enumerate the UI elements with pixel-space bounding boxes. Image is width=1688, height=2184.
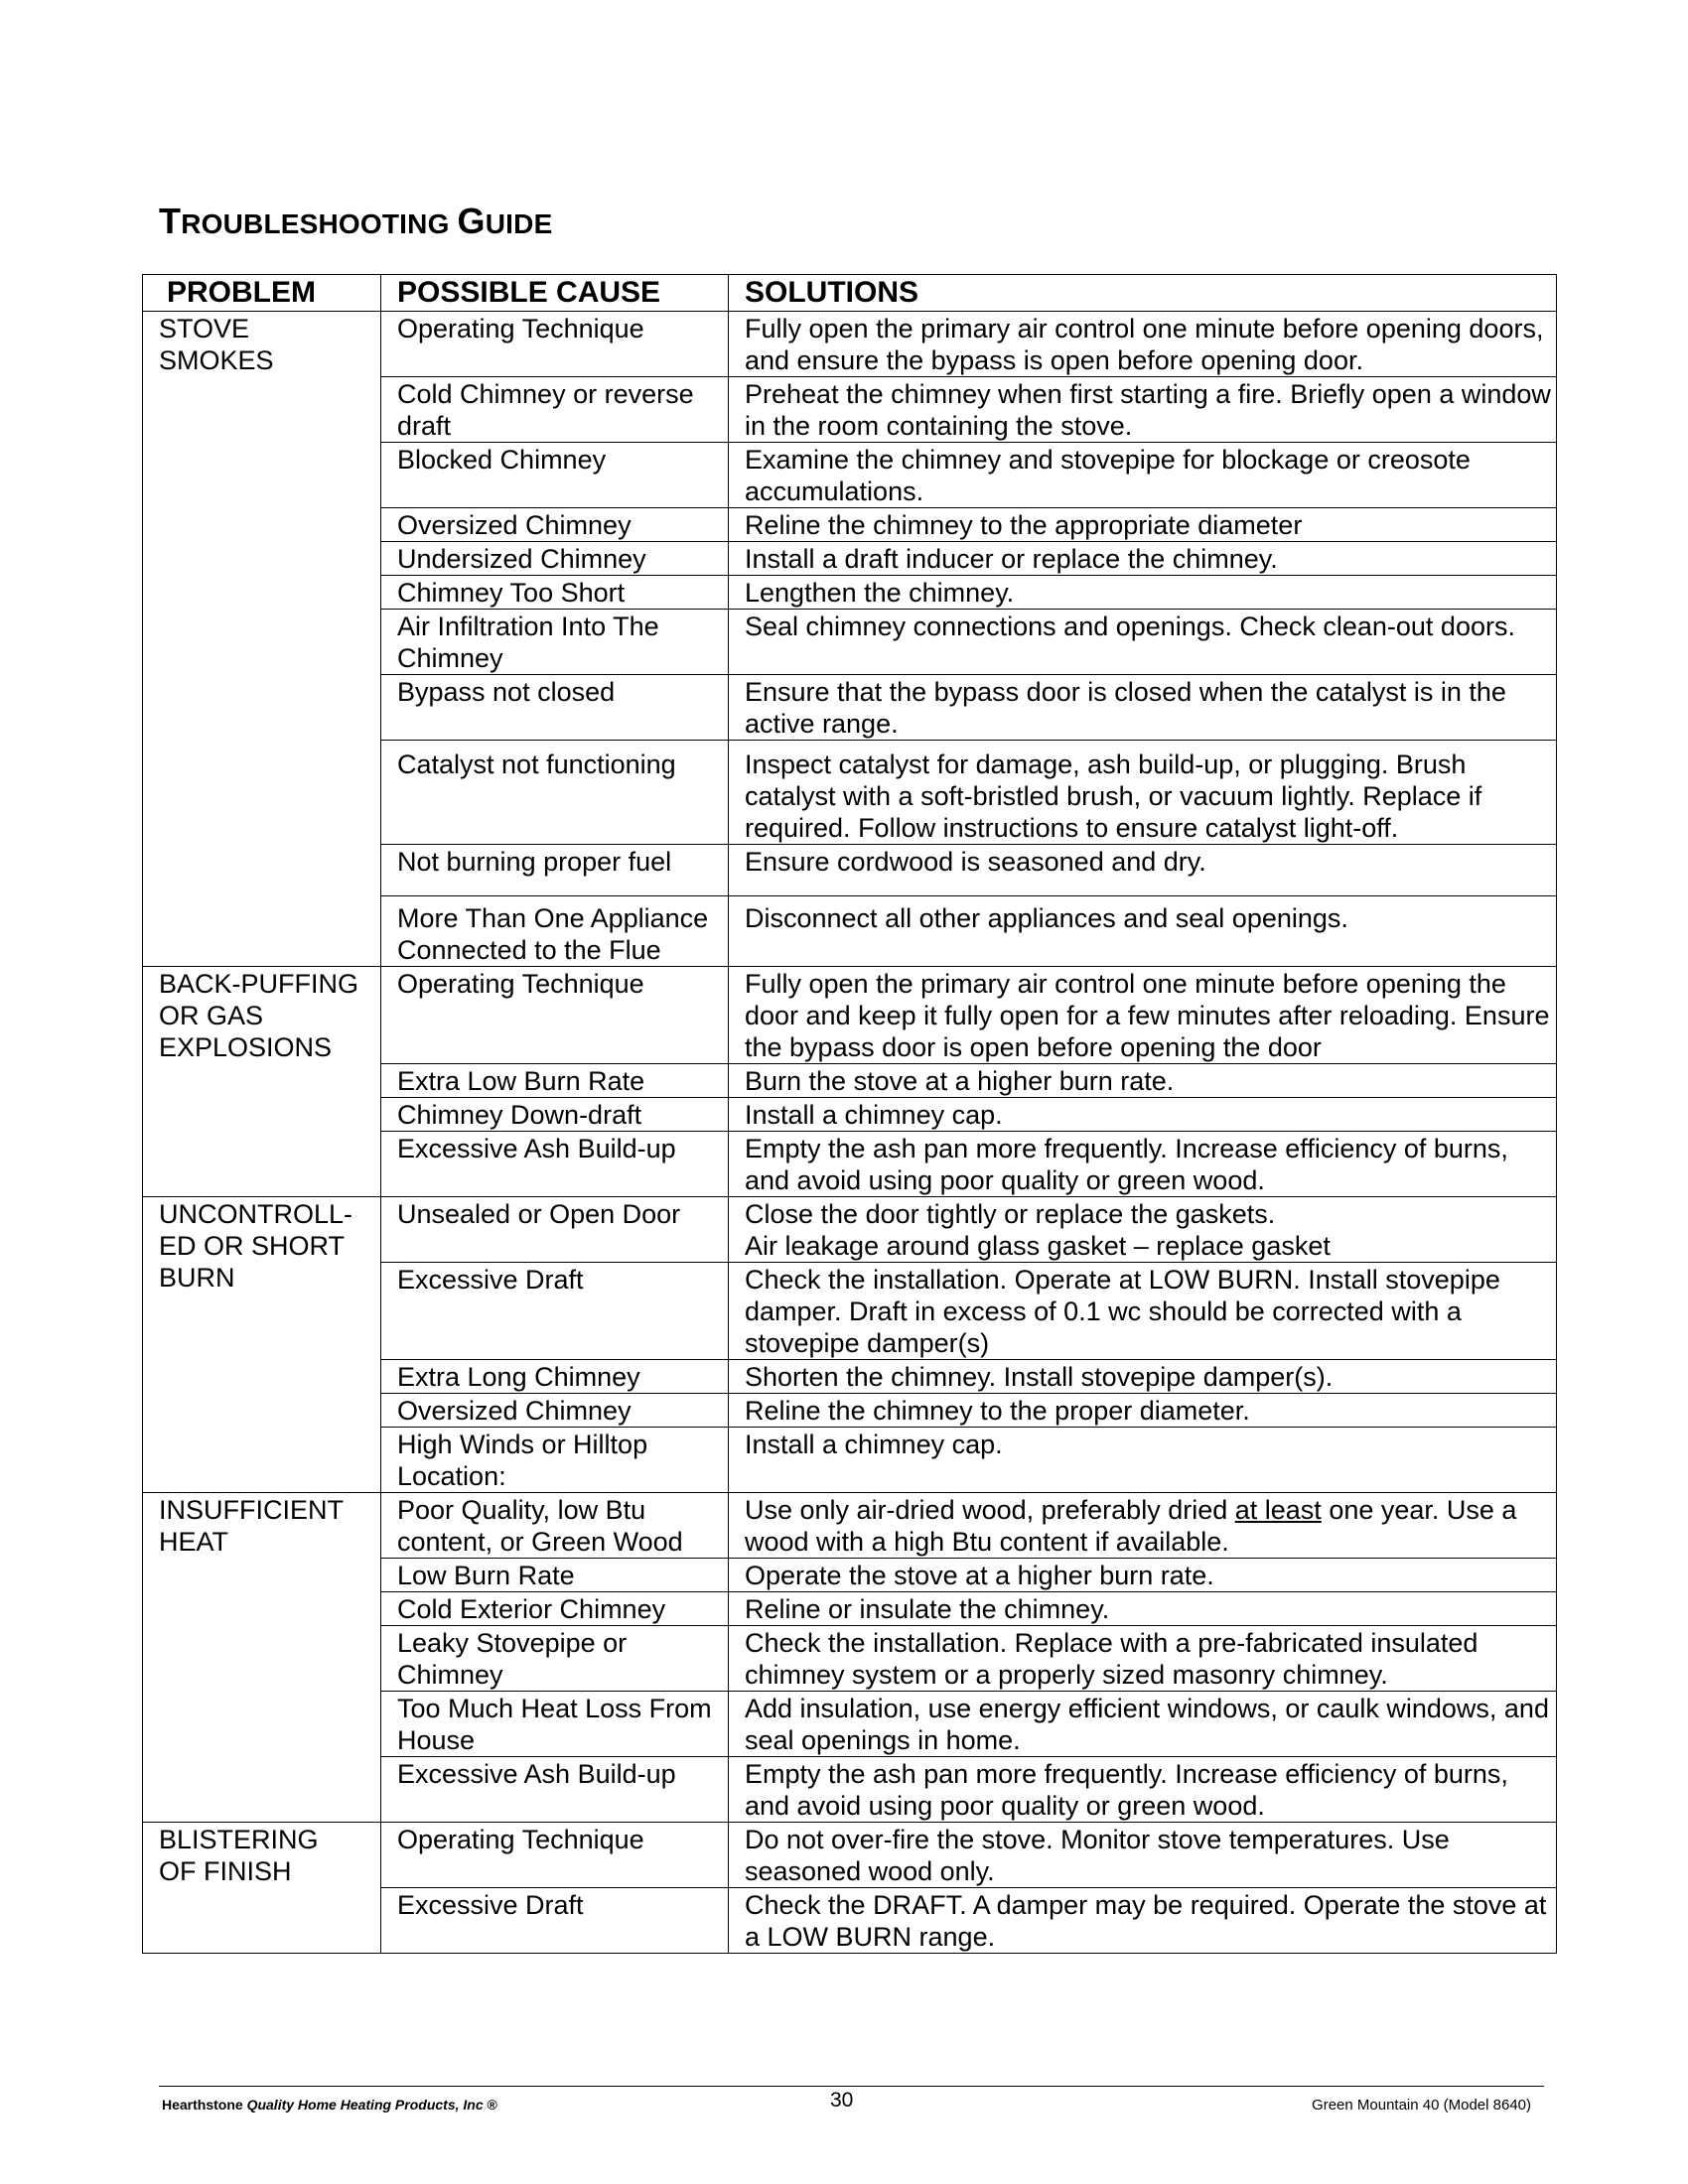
table-row	[143, 1197, 1557, 1263]
cause-cell: Low Burn Rate	[381, 1559, 729, 1592]
page-title	[159, 201, 552, 242]
solution-text-part: Use only air-dried wood, preferably dried	[745, 1495, 1235, 1525]
table-row	[143, 1493, 1557, 1559]
title-rest-guide: UIDE	[485, 208, 553, 239]
solution-cell: Preheat the chimney when first starting a fire. Briefly open a window in the room containing the stove.	[729, 377, 1557, 443]
cause-cell: Extra Low Burn Rate	[381, 1064, 729, 1098]
solution-cell: Reline the chimney to the proper diameter.	[729, 1394, 1557, 1428]
cause-cell: Excessive Ash Build-up	[381, 1132, 729, 1197]
solution-cell: Ensure that the bypass door is closed when the catalyst is in the active range.	[729, 675, 1557, 741]
footer-divider	[159, 2086, 1544, 2087]
solution-cell: Empty the ash pan more frequently. Increase efficiency of burns, and avoid using poor quality or green wood.	[729, 1757, 1557, 1823]
cause-cell: Air Infiltration Into The Chimney	[381, 610, 729, 675]
solution-cell: Shorten the chimney. Install stovepipe damper(s).	[729, 1360, 1557, 1394]
solution-cell: Disconnect all other appliances and seal openings.	[729, 896, 1557, 967]
table-header-row	[143, 275, 1557, 312]
solution-cell	[729, 1493, 1557, 1559]
footer-company	[162, 2097, 497, 2113]
solution-cell: Install a chimney cap.	[729, 1428, 1557, 1493]
problem-cell	[143, 1823, 381, 1954]
problem-cell	[143, 1493, 381, 1823]
problem-cell	[143, 312, 381, 967]
footer-model: Green Mountain 40 (Model 8640)	[1312, 2097, 1531, 2114]
table-row	[143, 967, 1557, 1064]
solution-text-part: one year. Use a wood with a high Btu content if available.	[745, 1495, 1517, 1557]
cause-cell: Oversized Chimney	[381, 508, 729, 542]
solution-cell: Fully open the primary air control one minute before opening the door and keep it fully open for a few minutes after reloading. Ensure the bypass door is open before opening the door	[729, 967, 1557, 1064]
problem-cell	[143, 967, 381, 1197]
solution-cell: Do not over-fire the stove. Monitor stove temperatures. Use seasoned wood only.	[729, 1823, 1557, 1888]
page-number: 30	[830, 2089, 854, 2112]
footer-company-name: Hearthstone	[162, 2097, 243, 2113]
cause-cell: Oversized Chimney	[381, 1394, 729, 1428]
solution-cell: Ensure cordwood is seasoned and dry.	[729, 845, 1557, 896]
cause-cell: Cold Chimney or reverse draft	[381, 377, 729, 443]
cause-cell: Leaky Stovepipe or Chimney	[381, 1626, 729, 1692]
cause-cell: Cold Exterior Chimney	[381, 1592, 729, 1626]
solution-cell: Reline the chimney to the appropriate diameter	[729, 508, 1557, 542]
problem-text: UNCONTROLL- ED OR SHORT BURN	[159, 1199, 353, 1293]
solution-cell: Close the door tightly or replace the gaskets. Air leakage around glass gasket – replace gasket	[729, 1197, 1557, 1263]
cause-cell: Excessive Draft	[381, 1888, 729, 1954]
cause-cell: Too Much Heat Loss From House	[381, 1692, 729, 1757]
cause-cell: Bypass not closed	[381, 675, 729, 741]
header-problem: PROBLEM	[143, 275, 381, 312]
title-letter-g: G	[457, 201, 486, 241]
solution-cell: Operate the stove at a higher burn rate.	[729, 1559, 1557, 1592]
solution-cell: Fully open the primary air control one minute before opening doors, and ensure the bypass is open before opening door.	[729, 312, 1557, 377]
solution-cell: Seal chimney connections and openings. Check clean-out doors.	[729, 610, 1557, 675]
solution-cell: Add insulation, use energy efficient windows, or caulk windows, and seal openings in home.	[729, 1692, 1557, 1757]
cause-cell: Not burning proper fuel	[381, 845, 729, 896]
solution-cell: Check the installation. Operate at LOW BURN. Install stovepipe damper. Draft in excess of 0.1 wc should be corrected with a stovepipe damper(s)	[729, 1263, 1557, 1360]
cause-cell: Catalyst not functioning	[381, 741, 729, 845]
header-possible-cause: POSSIBLE CAUSE	[381, 275, 729, 312]
problem-text: INSUFFICIENT HEAT	[159, 1495, 344, 1557]
table-row	[143, 1823, 1557, 1888]
cause-cell: Operating Technique	[381, 1823, 729, 1888]
troubleshooting-table	[142, 274, 1557, 1954]
footer-tagline: Quality Home Heating Products, Inc	[246, 2097, 484, 2113]
cause-cell: Blocked Chimney	[381, 443, 729, 508]
problem-text: STOVE SMOKES	[159, 314, 274, 375]
solution-cell: Inspect catalyst for damage, ash build-up, or plugging. Brush catalyst with a soft-bristled brush, or vacuum lightly. Replace if required. Follow instructions to ensure catalyst light-off.	[729, 741, 1557, 845]
cause-cell: Chimney Too Short	[381, 576, 729, 610]
solution-cell: Examine the chimney and stovepipe for blockage or creosote accumulations.	[729, 443, 1557, 508]
cause-cell: Excessive Draft	[381, 1263, 729, 1360]
table-row	[143, 312, 1557, 377]
title-rest-troubleshooting: ROUBLESHOOTING	[181, 208, 458, 239]
solution-cell: Check the installation. Replace with a pre-fabricated insulated chimney system or a properly sized masonry chimney.	[729, 1626, 1557, 1692]
problem-cell	[143, 1197, 381, 1493]
solution-cell: Burn the stove at a higher burn rate.	[729, 1064, 1557, 1098]
cause-cell: High Winds or Hilltop Location:	[381, 1428, 729, 1493]
cause-cell: Excessive Ash Build-up	[381, 1757, 729, 1823]
cause-cell: Poor Quality, low Btu content, or Green Wood	[381, 1493, 729, 1559]
header-solutions: SOLUTIONS	[729, 275, 1557, 312]
footer-registered-mark: ®	[483, 2097, 497, 2113]
solution-cell: Check the DRAFT. A damper may be required. Operate the stove at a LOW BURN range.	[729, 1888, 1557, 1954]
cause-cell: Operating Technique	[381, 967, 729, 1064]
cause-cell: Undersized Chimney	[381, 542, 729, 576]
solution-cell: Lengthen the chimney.	[729, 576, 1557, 610]
cause-cell: Unsealed or Open Door	[381, 1197, 729, 1263]
solution-cell: Install a chimney cap.	[729, 1098, 1557, 1132]
solution-cell: Install a draft inducer or replace the chimney.	[729, 542, 1557, 576]
cause-cell: More Than One Appliance Connected to the Flue	[381, 896, 729, 967]
solution-cell: Empty the ash pan more frequently. Increase efficiency of burns, and avoid using poor quality or green wood.	[729, 1132, 1557, 1197]
cause-cell: Operating Technique	[381, 312, 729, 377]
title-letter-t: T	[159, 201, 182, 241]
problem-text: BACK-PUFFING OR GAS EXPLOSIONS	[159, 969, 359, 1062]
solution-text-underlined: at least	[1234, 1495, 1322, 1525]
table-body	[143, 312, 1557, 1954]
solution-cell: Reline or insulate the chimney.	[729, 1592, 1557, 1626]
problem-text: BLISTERING OF FINISH	[159, 1825, 319, 1886]
cause-cell: Chimney Down-draft	[381, 1098, 729, 1132]
cause-cell: Extra Long Chimney	[381, 1360, 729, 1394]
